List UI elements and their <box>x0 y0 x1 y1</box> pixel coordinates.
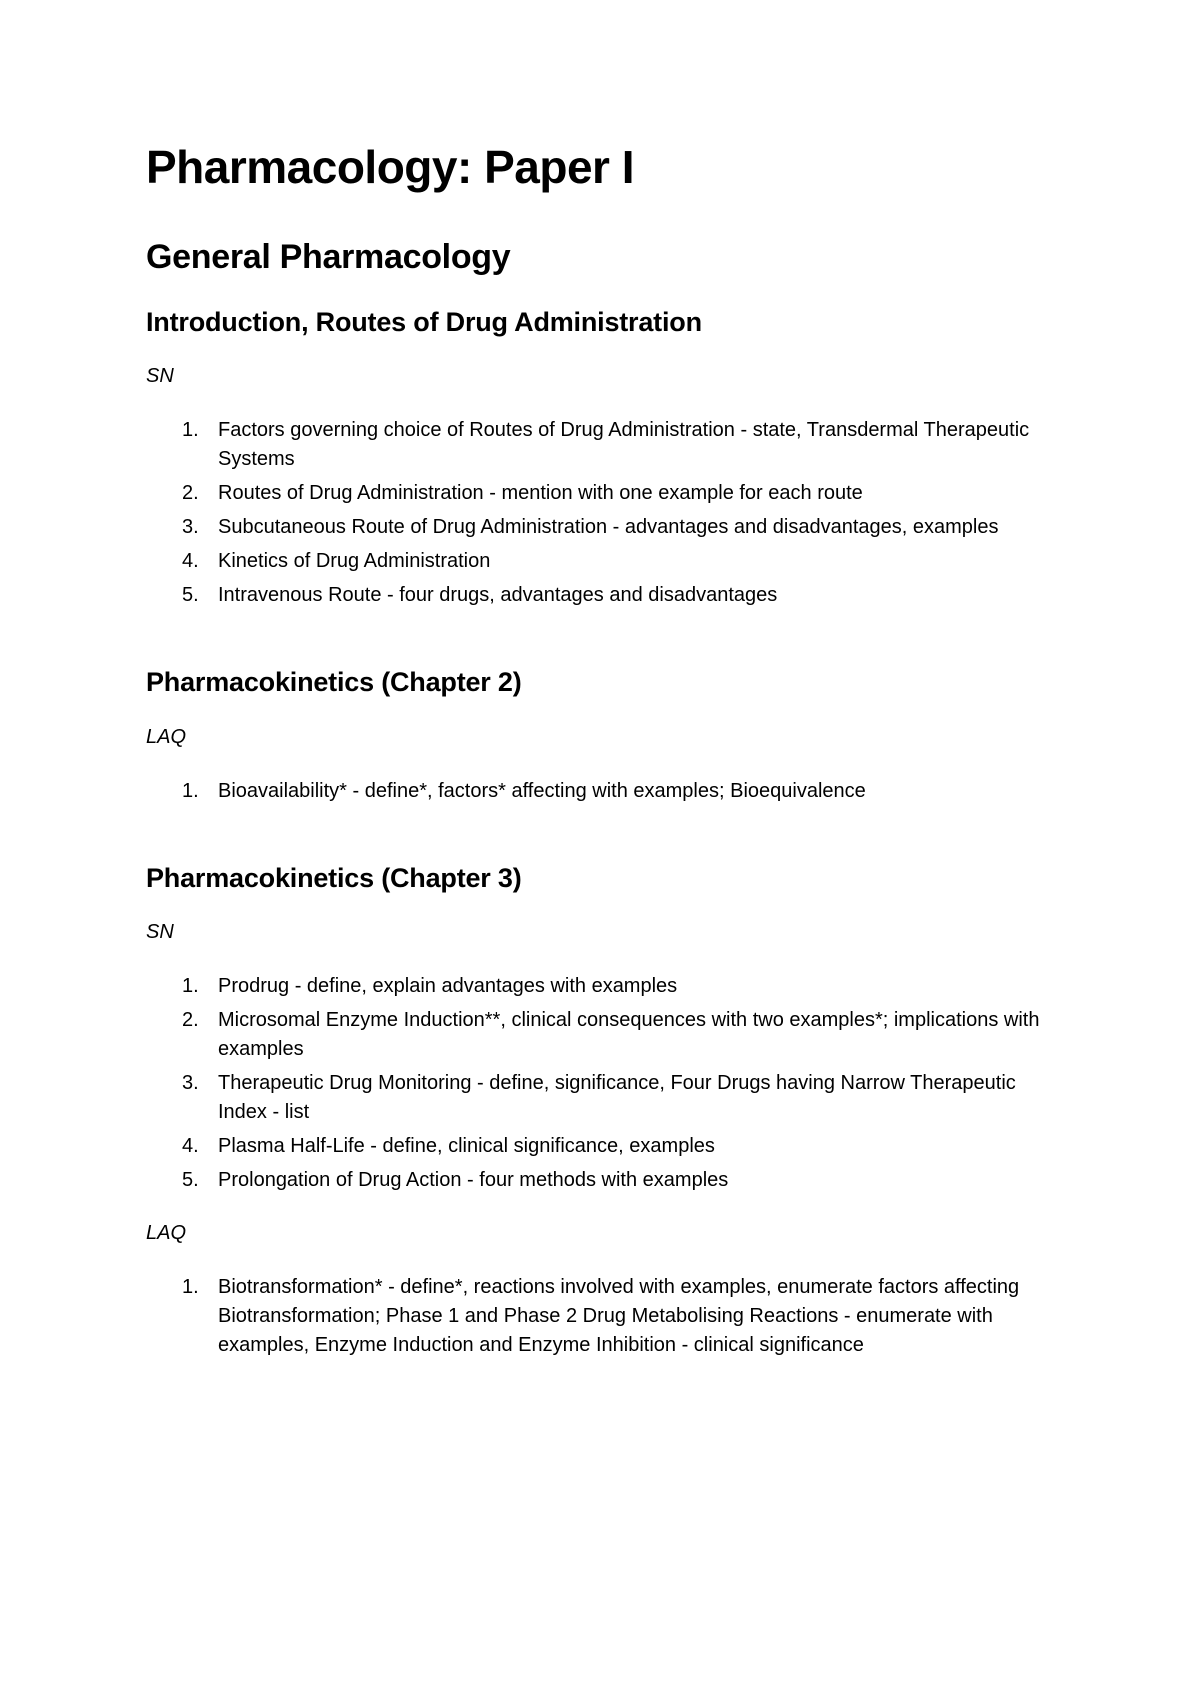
question-list <box>146 416 1046 610</box>
question-type-label: SN <box>146 365 174 388</box>
question-number: 1. <box>182 1276 199 1299</box>
question-item <box>146 513 1046 542</box>
topic-block <box>146 666 1046 805</box>
question-number: 1. <box>182 779 199 802</box>
question-item <box>146 416 1046 474</box>
question-text: Biotransformation* - define*, reactions involved with examples, enumerate factors affecting Biotransformation; Phase 1 and Phase 2 Drug Metabolising Reactions - enumerate with examples, Enzyme Induction and Enzyme Inhibition - clinical significance <box>218 1276 1020 1357</box>
question-number: 3. <box>182 516 199 539</box>
question-number: 5. <box>182 1169 199 1192</box>
question-item <box>146 1006 1046 1064</box>
topic-title: Pharmacokinetics (Chapter 2) <box>146 667 522 698</box>
question-text: Routes of Drug Administration - mention with one example for each route <box>218 482 863 505</box>
topic-title: Introduction, Routes of Drug Administration <box>146 306 702 337</box>
question-item <box>146 547 1046 576</box>
question-list <box>146 1273 1046 1360</box>
question-text: Factors governing choice of Routes of Drug Administration - state, Transdermal Therapeutic Systems <box>218 419 1030 471</box>
question-text: Kinetics of Drug Administration <box>218 550 491 573</box>
question-text: Plasma Half-Life - define, clinical significance, examples <box>218 1135 715 1158</box>
question-number: 2. <box>182 1009 199 1032</box>
question-number: 1. <box>182 419 199 442</box>
question-text: Prodrug - define, explain advantages with examples <box>218 975 678 998</box>
question-list <box>146 777 1046 806</box>
question-item <box>146 1273 1046 1360</box>
question-type-label: LAQ <box>146 1222 187 1245</box>
topic-title: Pharmacokinetics (Chapter 3) <box>146 862 522 893</box>
question-number: 5. <box>182 584 199 607</box>
question-text: Bioavailability* - define*, factors* affecting with examples; Bioequivalence <box>218 779 866 802</box>
question-type-label: SN <box>146 921 174 944</box>
document-title: Pharmacology: Paper I <box>146 141 634 193</box>
topic-block <box>146 306 1046 610</box>
question-list <box>146 972 1046 1195</box>
question-number: 2. <box>182 482 199 505</box>
question-number: 3. <box>182 1072 199 1095</box>
question-item <box>146 1069 1046 1127</box>
question-number: 4. <box>182 550 199 573</box>
question-item <box>146 1166 1046 1195</box>
question-text: Subcutaneous Route of Drug Administration - advantages and disadvantages, examples <box>218 516 999 539</box>
question-item <box>146 479 1046 508</box>
question-text: Prolongation of Drug Action - four methods with examples <box>218 1169 729 1192</box>
question-item <box>146 777 1046 806</box>
topic-block <box>146 862 1046 1360</box>
question-text: Therapeutic Drug Monitoring - define, significance, Four Drugs having Narrow Therapeutic Index - list <box>218 1072 1016 1124</box>
question-number: 1. <box>182 975 199 998</box>
question-item <box>146 1132 1046 1161</box>
question-item <box>146 581 1046 610</box>
question-type-label: LAQ <box>146 725 187 748</box>
document-page <box>146 140 1046 1365</box>
question-item <box>146 972 1046 1001</box>
question-number: 4. <box>182 1135 199 1158</box>
question-text: Microsomal Enzyme Induction**, clinical consequences with two examples*; implications with examples <box>218 1009 1040 1061</box>
question-text: Intravenous Route - four drugs, advantages and disadvantages <box>218 584 778 607</box>
section-title: General Pharmacology <box>146 238 511 277</box>
